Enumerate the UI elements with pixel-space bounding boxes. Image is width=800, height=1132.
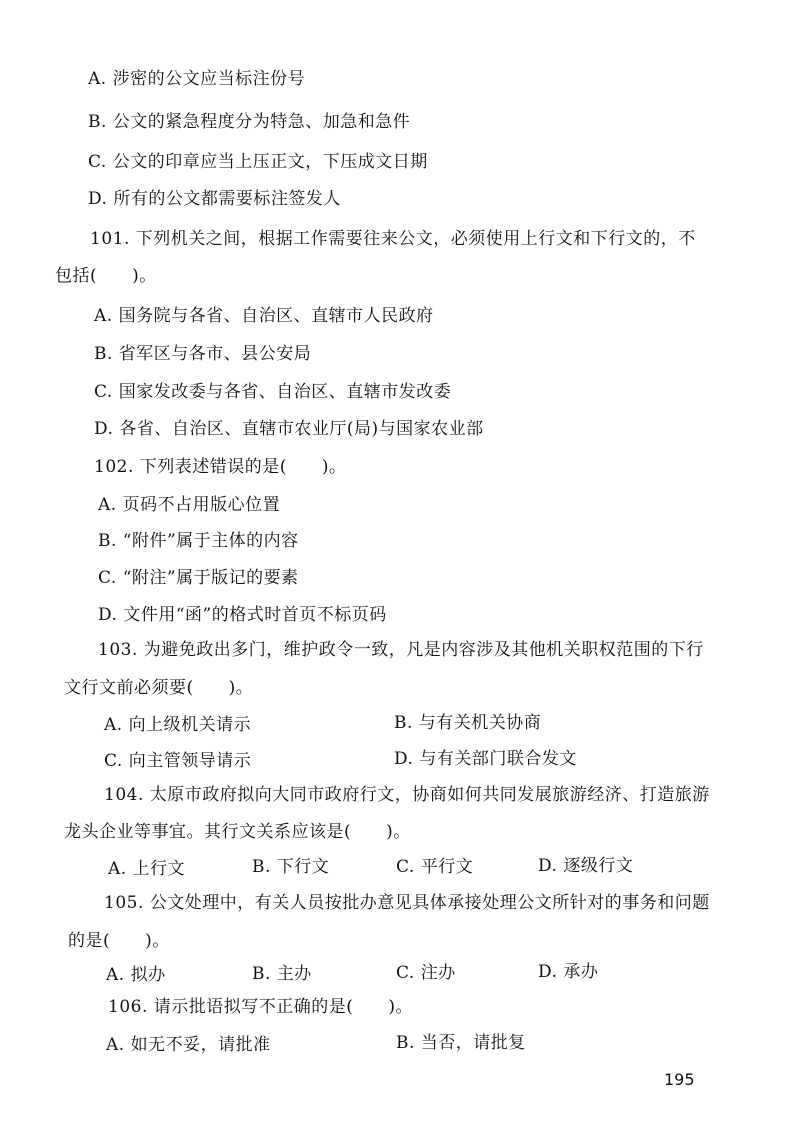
q103-stem-line2: 文行文前必须要( )。 bbox=[64, 678, 254, 698]
q101-stem-line2: 包括( )。 bbox=[55, 266, 157, 286]
q106-option-b: B. 当否，请批复 bbox=[396, 1033, 526, 1053]
q101-option-c: C. 国家发改委与各省、自治区、直辖市发改委 bbox=[94, 382, 452, 402]
q104-option-d: D. 逐级行文 bbox=[538, 856, 634, 876]
q104-option-b: B. 下行文 bbox=[252, 857, 330, 877]
q105-option-a: A. 拟办 bbox=[106, 965, 166, 985]
q106-option-a: A. 如无不妥，请批准 bbox=[106, 1035, 271, 1055]
q104-option-a: A. 上行文 bbox=[108, 859, 186, 879]
q105-stem-line1: 105. 公文处理中，有关人员按批办意见具体承接处理公文所针对的事务和问题 bbox=[104, 893, 710, 913]
q101-stem-line1: 101. 下列机关之间，根据工作需要往来公文，必须使用上行文和下行文的，不 bbox=[90, 229, 696, 249]
q102-option-c: C. “附注”属于版记的要素 bbox=[98, 568, 299, 588]
q102-stem-line1: 102. 下列表述错误的是( )。 bbox=[94, 457, 347, 477]
q101-option-d: D. 各省、自治区、直辖市农业厅(局)与国家农业部 bbox=[94, 419, 484, 439]
q105-option-d: D. 承办 bbox=[538, 962, 599, 982]
q100-option-c: C. 公文的印章应当上压正文，下压成文日期 bbox=[88, 152, 428, 172]
q100-option-b: B. 公文的紧急程度分为特急、加急和急件 bbox=[88, 112, 411, 132]
q103-stem-line1: 103. 为避免政出多门，维护政令一致，凡是内容涉及其他机关职权范围的下行 bbox=[98, 640, 704, 660]
q102-option-d: D. 文件用“函”的格式时首页不标页码 bbox=[98, 605, 387, 625]
q103-option-a: A. 向上级机关请示 bbox=[104, 715, 252, 735]
q103-option-d: D. 与有关部门联合发文 bbox=[394, 749, 577, 769]
q105-stem-line2: 的是( )。 bbox=[68, 931, 170, 951]
q104-stem-line1: 104. 太原市政府拟向大同市政府行文，协商如何共同发展旅游经济、打造旅游 bbox=[104, 785, 710, 805]
page-number: 195 bbox=[664, 1070, 695, 1089]
q104-option-c: C. 平行文 bbox=[396, 857, 474, 877]
q106-stem-line1: 106. 请示批语拟写不正确的是( )。 bbox=[108, 997, 414, 1017]
q101-option-b: B. 省军区与各市、县公安局 bbox=[94, 344, 312, 364]
q100-option-d: D. 所有的公文都需要标注签发人 bbox=[88, 189, 341, 209]
q102-option-a: A. 页码不占用版心位置 bbox=[98, 495, 281, 515]
q105-option-b: B. 主办 bbox=[252, 964, 312, 984]
q102-option-b: B. “附件”属于主体的内容 bbox=[98, 531, 299, 551]
q103-option-b: B. 与有关机关协商 bbox=[394, 713, 542, 733]
q103-option-c: C. 向主管领导请示 bbox=[104, 751, 252, 771]
q100-option-a: A. 涉密的公文应当标注份号 bbox=[88, 69, 306, 89]
q105-option-c: C. 注办 bbox=[396, 963, 456, 983]
q101-option-a: A. 国务院与各省、自治区、直辖市人民政府 bbox=[94, 306, 434, 326]
q104-stem-line2: 龙头企业等事宜。其行文关系应该是( )。 bbox=[64, 822, 411, 842]
